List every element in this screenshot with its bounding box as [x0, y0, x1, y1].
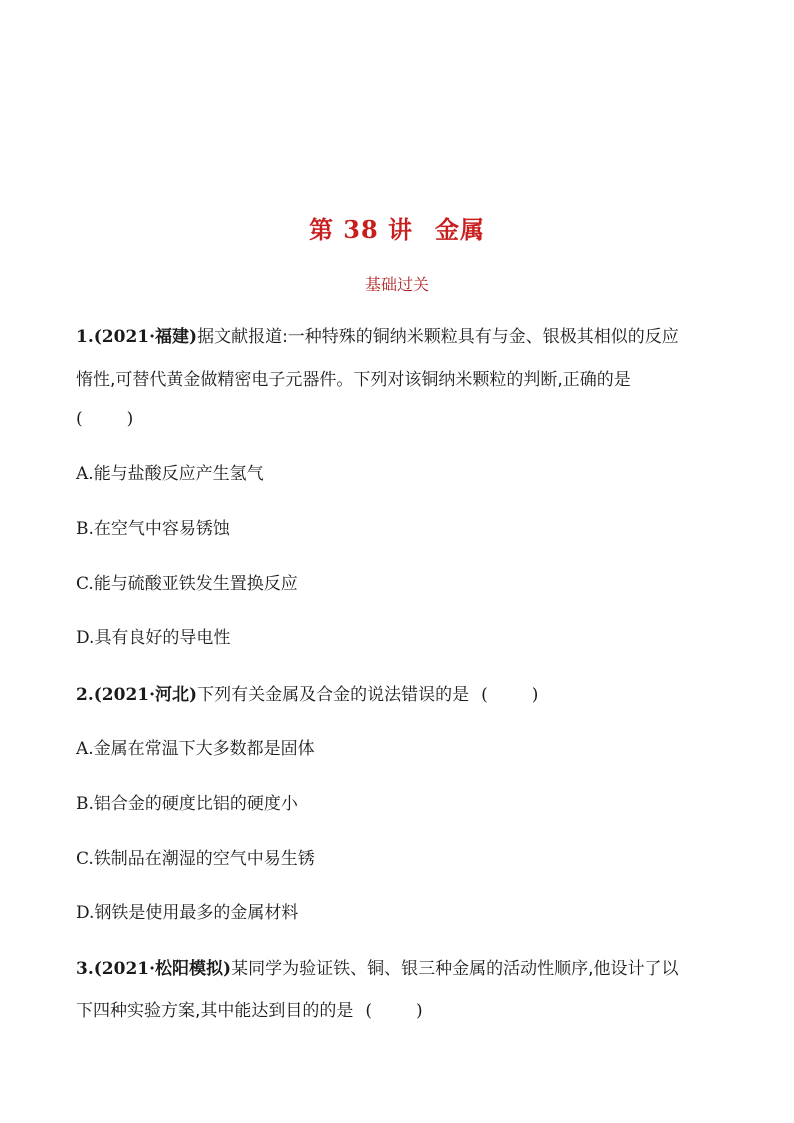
lesson-number: 第 38 讲 — [308, 215, 414, 244]
answer-blank: ( ) — [76, 409, 134, 429]
question-number: 1. — [76, 327, 94, 347]
lesson-topic: 金属 — [435, 215, 486, 244]
option-b: B.在空气中容易锈蚀 — [76, 519, 230, 539]
question-stem: 下四种实验方案,其中能达到目的的是 — [76, 1001, 354, 1021]
question-number: 2. — [76, 685, 94, 705]
question-stem: 某同学为验证铁、铜、银三种金属的活动性顺序,他设计了以 — [231, 959, 679, 979]
question-3-line-2: 下四种实验方案,其中能达到目的的是 ( ) — [76, 1001, 423, 1021]
option-a: A.能与盐酸反应产生氢气 — [76, 464, 264, 484]
option-d: D.具有良好的导电性 — [76, 628, 231, 648]
question-source: (2021·河北) — [93, 685, 198, 705]
question-source: (2021·福建) — [93, 327, 198, 347]
question-1-line-2 — [76, 369, 631, 391]
question-2-line-1: 2.(2021·河北)下列有关金属及合金的说法错误的是 ( ) — [76, 685, 539, 705]
answer-blank: ( — [481, 685, 488, 705]
option-c: C.能与硫酸亚铁发生置换反应 — [76, 574, 298, 594]
question-1-line-1 — [76, 326, 679, 348]
option-a: A.金属在常温下大多数都是固体 — [76, 739, 315, 759]
question-stem: 据文献报道:一种特殊的铜纳米颗粒具有与金、银极其相似的反应 — [197, 327, 679, 347]
answer-blank: ( — [365, 1001, 373, 1021]
question-number: 3. — [76, 959, 94, 979]
question-stem: 下列有关金属及合金的说法错误的是 — [197, 685, 470, 705]
page-title — [0, 210, 794, 245]
section-heading: 基础过关 — [364, 275, 429, 294]
option-d: D.钢铁是使用最多的金属材料 — [76, 903, 299, 923]
question-stem: 惰性,可替代黄金做精密电子元器件。下列对该铜纳米颗粒的判断,正确的是 — [76, 370, 631, 390]
option-c: C.铁制品在潮湿的空气中易生锈 — [76, 849, 315, 869]
question-3-line-1 — [76, 958, 678, 980]
question-source: (2021·松阳模拟) — [93, 959, 232, 979]
option-b: B.铝合金的硬度比铝的硬度小 — [76, 794, 298, 814]
